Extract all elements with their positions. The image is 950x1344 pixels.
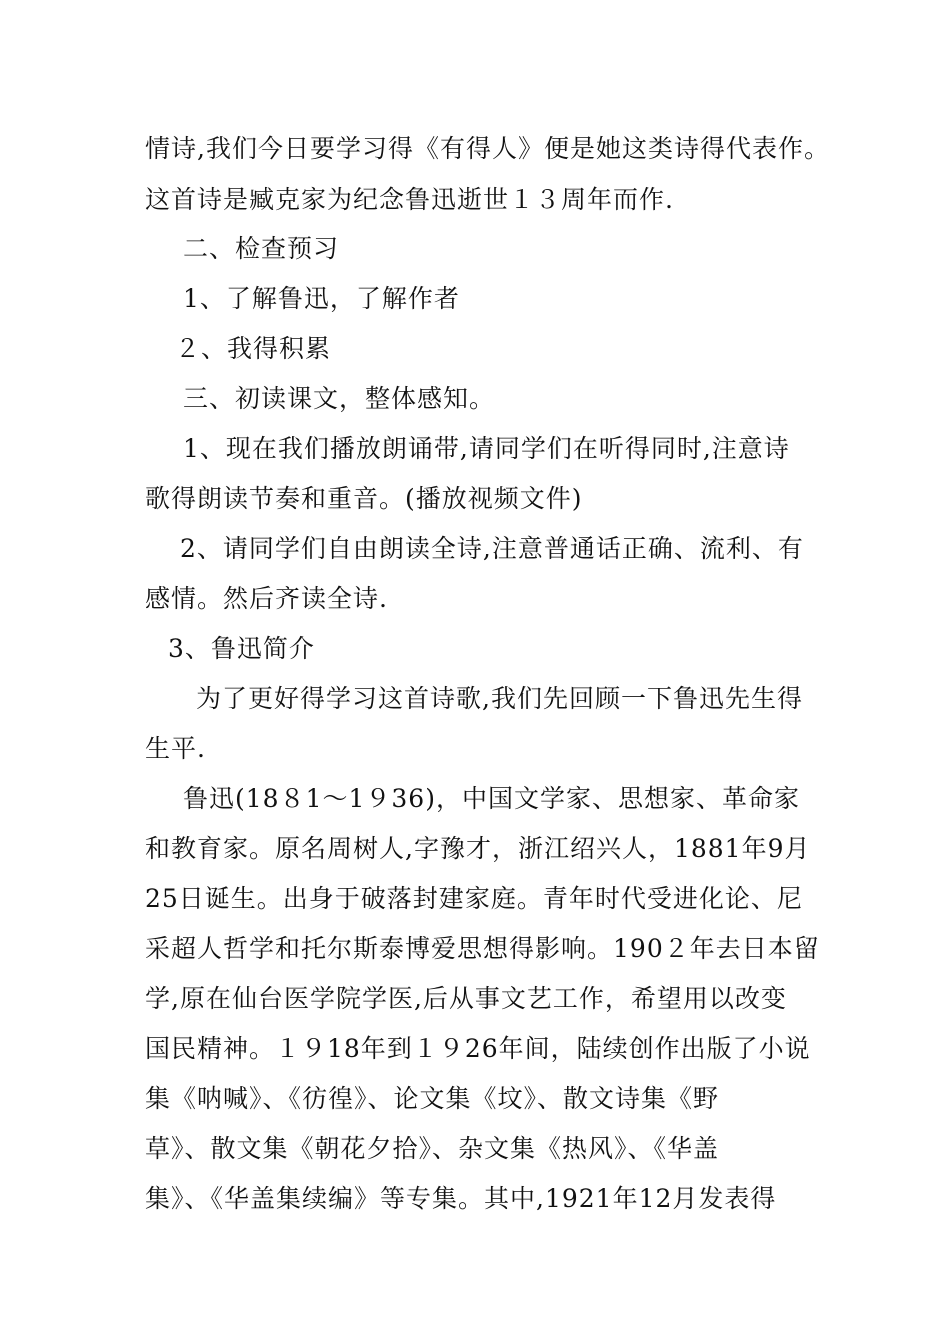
text-line-1: 情诗,我们今日要学习得《有得人》便是她这类诗得代表作。 — [145, 134, 830, 163]
text-line-22: 集》、《华盖集续编》等专集。其中,1921年12月发表得 — [145, 1184, 777, 1213]
text-line-9: 2、请同学们自由朗读全诗,注意普通话正确、流利、有 — [180, 534, 804, 563]
text-line-17: 采超人哲学和托尔斯泰博爱思想得影响。190２年去日本留 — [145, 934, 820, 963]
text-line-7: 1、现在我们播放朗诵带,请同学们在听得同时,注意诗 — [183, 434, 790, 463]
text-line-16: 25日诞生。出身于破落封建家庭。青年时代受进化论、尼 — [145, 884, 803, 913]
section-heading-2: 二、检查预习 — [183, 234, 340, 263]
text-line-11: 3、鲁迅简介 — [168, 634, 315, 663]
text-line-10: 感情。然后齐读全诗. — [145, 584, 388, 613]
section-heading-3: 三、初读课文，整体感知。 — [183, 384, 496, 413]
text-line-15: 和教育家。原名周树人,字豫才，浙江绍兴人，1881年9月 — [145, 834, 811, 863]
text-line-8: 歌得朗读节奏和重音。(播放视频文件) — [145, 484, 583, 513]
text-line-20: 集《呐喊》、《彷徨》、论文集《坟》、散文诗集《野 — [145, 1084, 720, 1113]
text-line-12: 为了更好得学习这首诗歌,我们先回顾一下鲁迅先生得 — [196, 684, 803, 713]
text-line-19: 国民精神。１９18年到１９26年间，陆续创作出版了小说 — [145, 1034, 811, 1063]
text-line-21: 草》、散文集《朝花夕拾》、杂文集《热风》、《华盖 — [145, 1134, 720, 1163]
text-line-14: 鲁迅(18８1～1９36)，中国文学家、思想家、革命家 — [183, 784, 800, 813]
text-line-4: 1、了解鲁迅，了解作者 — [183, 284, 460, 313]
text-line-2: 这首诗是臧克家为纪念鲁迅逝世１３周年而作. — [145, 185, 674, 214]
text-line-5: ２、我得积累 — [175, 334, 332, 363]
text-line-18: 学,原在仙台医学院学医,后从事文艺工作，希望用以改变 — [145, 984, 787, 1013]
text-line-13: 生平. — [145, 734, 206, 763]
